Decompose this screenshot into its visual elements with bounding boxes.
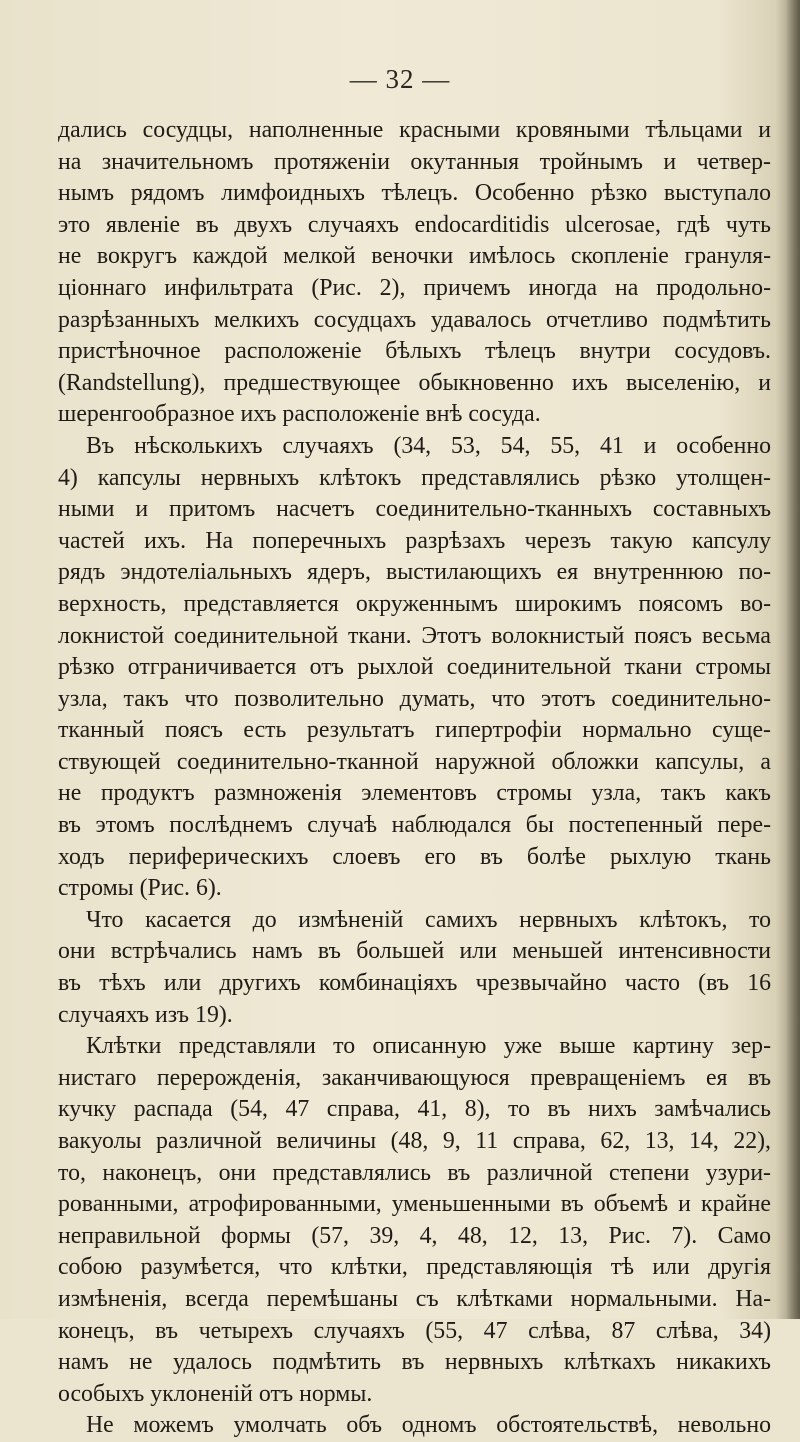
page-edge-shadow: [786, 0, 800, 1319]
text-line: верхность, представляется окруженнымъ широкимъ поясомъ во-: [58, 590, 771, 617]
text-line: въ тѣхъ или другихъ комбинаціяхъ чрезвычайно часто (въ 16: [58, 970, 771, 997]
text-line: ными и притомъ насчетъ соединительно-тканныхъ составныхъ: [58, 496, 771, 523]
text-line: ходъ периферическихъ слоевъ его въ болѣе рыхлую ткань: [58, 843, 771, 870]
text-line: стромы (Рис. 6).: [58, 875, 222, 902]
text-line: кучку распада (54, 47 справа, 41, 8), то въ нихъ замѣчались: [58, 1096, 771, 1123]
text-line: Что касается до измѣненій самихъ нервныхъ клѣтокъ, то: [86, 906, 771, 933]
text-line: въ этомъ послѣднемъ случаѣ наблюдался бы постепенный пере-: [58, 812, 771, 839]
text-line: намъ не удалось подмѣтить въ нервныхъ клѣткахъ никакихъ: [58, 1349, 771, 1376]
text-line: разрѣзанныхъ мелкихъ сосудцахъ удавалось отчетливо подмѣтить: [58, 306, 771, 333]
text-line: рядъ эндотеліальныхъ ядеръ, выстилающихъ ея внутреннюю по-: [58, 559, 771, 586]
text-line: это явленіе въ двухъ случаяхъ endocarditidis ulcerosae, гдѣ чуть: [58, 211, 771, 238]
text-line: они встрѣчались намъ въ большей или меньшей интенсивности: [58, 938, 771, 965]
text-line: случаяхъ изъ 19).: [58, 1001, 233, 1028]
text-line: ствующей соединительно-тканной наружной обложки капсулы, а: [58, 748, 771, 775]
text-line: нымъ рядомъ лимфоидныхъ тѣлецъ. Особенно рѣзко выступало: [58, 180, 771, 207]
text-line: 4) капсулы нервныхъ клѣтокъ представлялись рѣзко утолщен-: [58, 464, 771, 491]
text-line: неправильной формы (57, 39, 4, 48, 12, 13, Рис. 7). Само: [58, 1222, 771, 1249]
text-line: ціоннаго инфильтрата (Рис. 2), причемъ иногда на продольно-: [58, 274, 771, 301]
text-line: Въ нѣсколькихъ случаяхъ (34, 53, 54, 55, 41 и особенно: [86, 432, 771, 459]
text-line: пристѣночное расположеніе бѣлыхъ тѣлецъ внутри сосудовъ.: [58, 338, 771, 365]
text-line: собою разумѣется, что клѣтки, представляющія тѣ или другія: [58, 1254, 771, 1281]
text-line: особыхъ уклоненій отъ нормы.: [58, 1380, 373, 1407]
text-line: шеренгообразное ихъ расположеніе внѣ сосуда.: [58, 401, 541, 428]
text-line: конецъ, въ четырехъ случаяхъ (55, 47 слѣва, 87 слѣва, 34): [58, 1317, 771, 1344]
text-line: Клѣтки представляли то описанную уже выше картину зер-: [86, 1033, 771, 1060]
text-line: Не можемъ умолчать объ одномъ обстоятельствѣ, невольно: [86, 1412, 771, 1439]
text-line: не вокругъ каждой мелкой веночки имѣлось скопленіе грануля-: [58, 243, 771, 270]
text-line: не продуктъ размноженія элементовъ стромы узла, такъ какъ: [58, 780, 771, 807]
text-line: (Randstellung), предшествующее обыкновенно ихъ выселенію, и: [58, 369, 771, 396]
text-line: дались сосудцы, наполненные красными кровяными тѣльцами и: [58, 117, 771, 143]
text-line: на значительномъ протяженіи окутанныя тройнымъ и четвер-: [58, 148, 771, 175]
text-line: тканный поясъ есть результатъ гипертрофіи нормально суще-: [58, 717, 771, 744]
text-line: измѣненія, всегда перемѣшаны съ клѣтками нормальными. На-: [58, 1285, 771, 1312]
text-line: частей ихъ. На поперечныхъ разрѣзахъ черезъ такую капсулу: [58, 527, 771, 554]
text-line: узла, такъ что позволительно думать, что этотъ соединительно-: [58, 685, 771, 712]
text-line: нистаго перерожденія, заканчивающуюся превращеніемъ ея въ: [58, 1064, 771, 1091]
body-text: [58, 115, 771, 1442]
text-line: то, наконецъ, они представлялись въ различной степени узури-: [58, 1159, 771, 1186]
text-line: рѣзко отграничивается отъ рыхлой соединительной ткани стромы: [58, 654, 771, 681]
page-number: — 32 —: [349, 64, 451, 94]
text-line: рованными, атрофированными, уменьшенными въ объемѣ и крайне: [58, 1191, 771, 1218]
text-line: вакуолы различной величины (48, 9, 11 справа, 62, 13, 14, 22),: [58, 1128, 771, 1154]
text-line: локнистой соединительной ткани. Этотъ волокнистый поясъ весьма: [58, 622, 771, 649]
